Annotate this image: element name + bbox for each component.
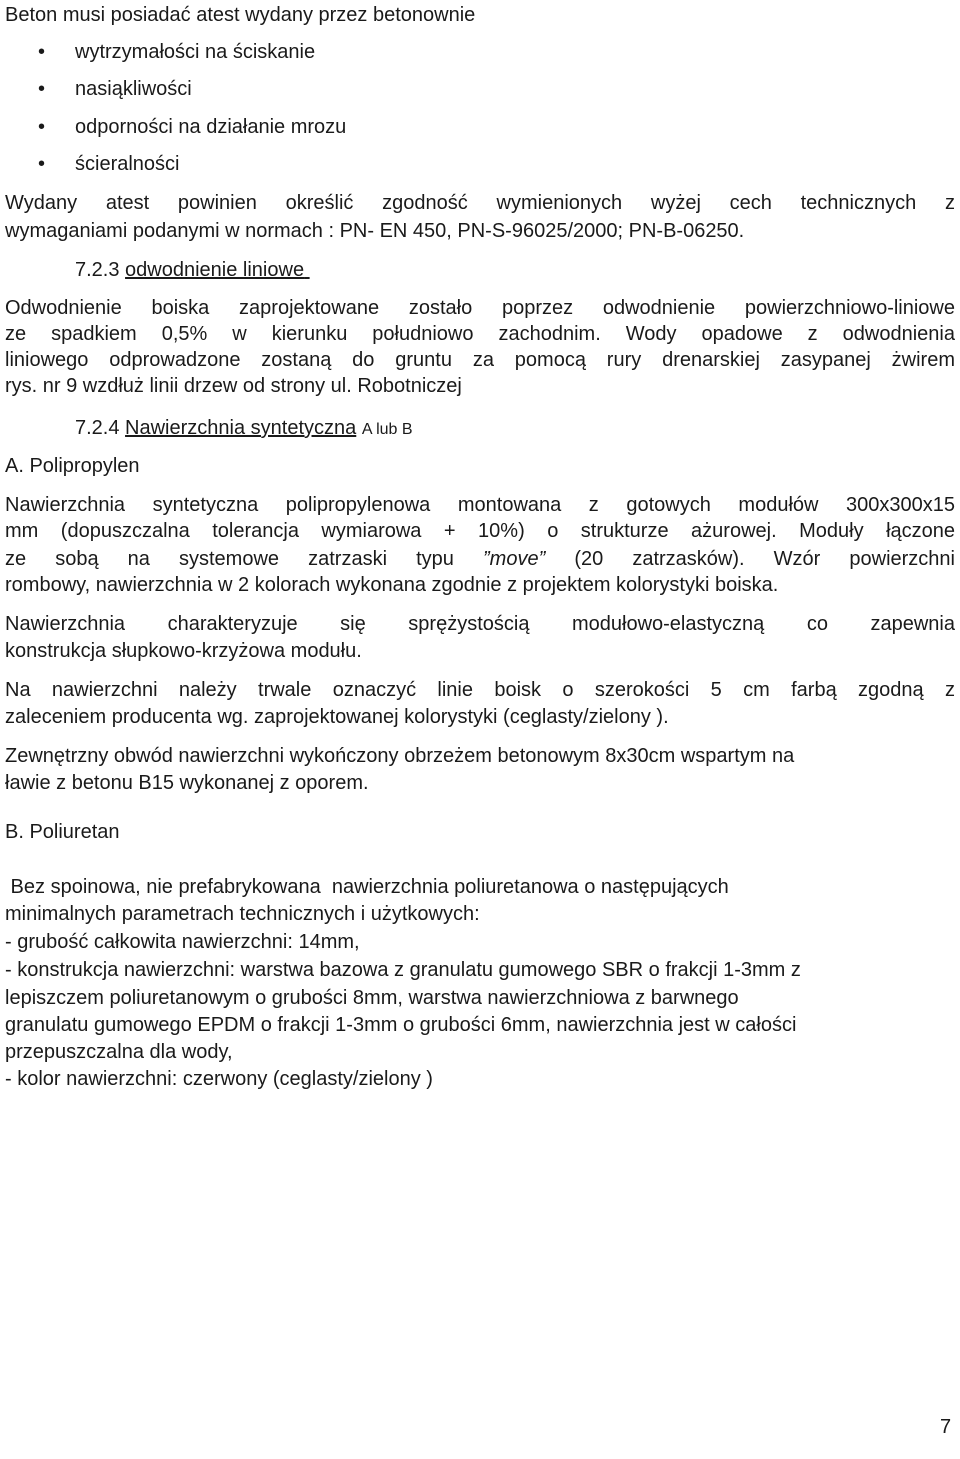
section-number: 7.2.3 xyxy=(75,259,120,281)
paragraph-line: mm (dopuszczalna tolerancja wymiarowa + 10%) o strukturze ażurowej. Moduły łączone xyxy=(5,520,955,542)
bullet-item: nasiąkliwości xyxy=(75,78,192,100)
bullet-item: odporności na działanie mrozu xyxy=(75,116,347,138)
part-b-heading: B. Poliuretan xyxy=(5,821,120,843)
section-title: odwodnienie liniowe xyxy=(125,259,305,281)
section-suffix: A lub B xyxy=(361,421,413,438)
paragraph-line: zaleceniem producenta wg. zaprojektowanej kolorystyki (ceglasty/zielony ). xyxy=(5,706,669,728)
section-heading-724 xyxy=(75,415,413,443)
part-a-heading: A. Polipropylen xyxy=(5,455,140,477)
paragraph-line: Nawierzchnia charakteryzuje się sprężystością modułowo-elastyczną co zapewnia xyxy=(5,613,955,635)
bullet-item: ścieralności xyxy=(75,153,180,175)
bullet-icon: • xyxy=(38,78,46,100)
bullet-item: wytrzymałości na ściskanie xyxy=(75,41,316,63)
paragraph-line: ławie z betonu B15 wykonanej z oporem. xyxy=(5,772,369,794)
paragraph-line: Wydany atest powinien określić zgodność wymienionych wyżej cech technicznych z xyxy=(5,192,955,214)
move-term: ”move” xyxy=(483,548,546,570)
paragraph-line: granulatu gumowego EPDM o frakcji 1-3mm o grubości 6mm, nawierzchnia jest w całości xyxy=(5,1014,797,1036)
bullet-icon: • xyxy=(38,153,46,175)
paragraph-line: Na nawierzchni należy trwale oznaczyć linie boisk o szerokości 5 cm farbą zgodną z xyxy=(5,679,955,701)
bullet-icon: • xyxy=(38,116,46,138)
section-heading-723 xyxy=(75,257,310,283)
paragraph-line: konstrukcja słupkowo-krzyżowa modułu. xyxy=(5,640,362,662)
paragraph-line: Nawierzchnia syntetyczna polipropylenowa montowana z gotowych modułów 300x300x15 xyxy=(5,494,955,516)
paragraph-line: przepuszczalna dla wody, xyxy=(5,1041,233,1063)
section-number: 7.2.4 xyxy=(75,417,120,439)
paragraph-line: ze spadkiem 0,5% w kierunku południowo zachodnim. Wody opadowe z odwodnienia xyxy=(5,323,955,345)
paragraph-line: Odwodnienie boiska zaprojektowane zostało poprzez odwodnienie powierzchniowo-liniowe xyxy=(5,297,955,319)
text-span: (20 zatrzasków). Wzór powierzchni xyxy=(574,548,956,570)
paragraph-line xyxy=(5,546,955,572)
paragraph-line: wymaganiami podanymi w normach : PN- EN 450, PN-S-96025/2000; PN-B-06250. xyxy=(5,220,745,242)
text-span: ze sobą na systemowe zatrzaski typu xyxy=(5,548,454,570)
paragraph-line: Bez spoinowa, nie prefabrykowana nawierzchnia poliuretanowa o następujących xyxy=(5,876,729,898)
section-title: Nawierzchnia syntetyczna xyxy=(125,417,357,439)
paragraph-line: lepiszczem poliuretanowym o grubości 8mm, warstwa nawierzchniowa z barwnego xyxy=(5,987,739,1009)
intro-heading: Beton musi posiadać atest wydany przez betonownie xyxy=(5,4,476,26)
bullet-icon: • xyxy=(38,41,46,63)
paragraph-line: rombowy, nawierzchnia w 2 kolorach wykonana zgodnie z projektem kolorystyki boiska. xyxy=(5,574,779,596)
paragraph-line: - kolor nawierzchni: czerwony (ceglasty/zielony ) xyxy=(5,1068,433,1090)
paragraph-line: - grubość całkowita nawierzchni: 14mm, xyxy=(5,931,360,953)
paragraph-line: minimalnych parametrach technicznych i użytkowych: xyxy=(5,903,480,925)
page-number: 7 xyxy=(940,1416,952,1438)
paragraph-line: - konstrukcja nawierzchni: warstwa bazowa z granulatu gumowego SBR o frakcji 1-3mm z xyxy=(5,959,801,981)
paragraph-line: liniowego odprowadzone zostaną do gruntu za pomocą rury drenarskiej zasypanej żwirem xyxy=(5,349,955,371)
paragraph-line: rys. nr 9 wzdłuż linii drzew od strony ul. Robotniczej xyxy=(5,375,462,397)
paragraph-line: Zewnętrzny obwód nawierzchni wykończony obrzeżem betonowym 8x30cm wspartym na xyxy=(5,745,795,767)
